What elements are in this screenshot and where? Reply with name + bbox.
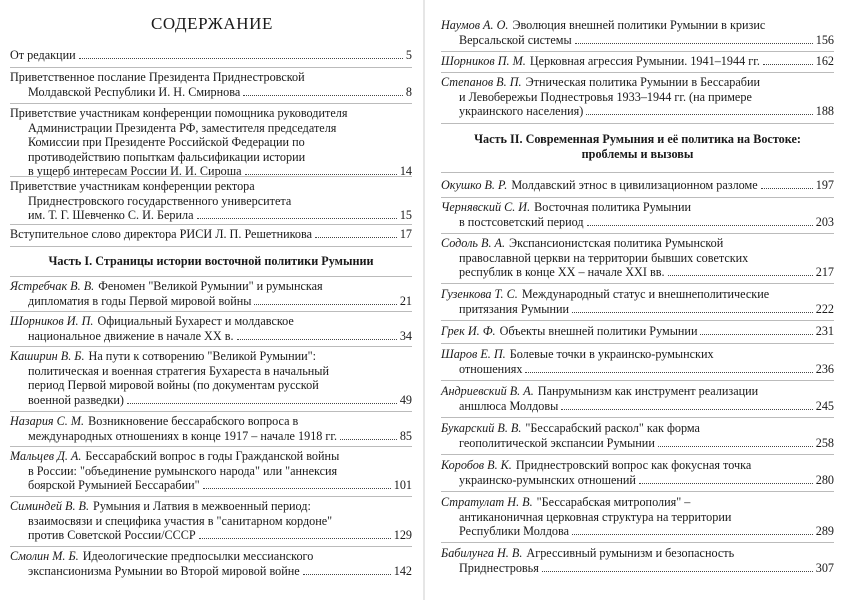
divider [10, 67, 412, 68]
entry-author: Каширин В. Б. [10, 349, 85, 363]
entry-title: Болевые точки в украинско-румынских [509, 347, 714, 361]
leader-dots [243, 95, 403, 96]
page-number: 21 [399, 293, 412, 308]
entry-title: Молдавский этнос в цивилизационном разломе [511, 178, 758, 192]
entry-author: Наумов А. О. [441, 18, 509, 32]
entry-title-cont: международных отношениях в конце 1917 – начале 1918 гг. [28, 428, 338, 443]
page-number: 188 [815, 104, 834, 119]
entry-title: Приветствие участникам конференции ректора [10, 179, 255, 193]
entry-author: Симиндей В. В. [10, 499, 90, 513]
toc-entry[interactable] [10, 349, 412, 407]
divider [10, 411, 412, 412]
divider [441, 51, 834, 52]
toc-entry[interactable] [10, 449, 412, 493]
entry-title: Приднестровский вопрос как фокусная точка [515, 458, 752, 472]
page-number: 217 [815, 265, 834, 280]
entry-title: "Бессарабская митрополия" – [536, 495, 691, 509]
entry-author: Гузенкова Т. С. [441, 287, 518, 301]
entry-title-cont: Приднестровского государственного университета [28, 193, 292, 208]
leader-dots [79, 58, 403, 59]
entry-title-cont: боярской Румынией Бессарабии" [28, 478, 200, 493]
toc-entry[interactable] [441, 200, 834, 229]
leader-dots [572, 534, 813, 535]
toc-entry[interactable] [441, 458, 834, 487]
entry-author: Грек И. Ф. [441, 324, 496, 338]
toc-entry[interactable] [441, 75, 834, 119]
entry-title: Приветствие участникам конференции помощника руководителя [10, 106, 348, 120]
page-number: 289 [815, 524, 834, 539]
entry-title-cont: в России: "объединение румынского народа" или "аннексия [28, 463, 338, 478]
entry-author: Андриевский В. А. [441, 384, 534, 398]
toc-entry[interactable] [441, 324, 834, 339]
leader-dots [639, 483, 813, 484]
leader-dots [561, 409, 812, 410]
entry-title: Панрумынизм как инструмент реализации [537, 384, 759, 398]
entry-author: Шорников П. М. [441, 54, 526, 68]
divider [441, 343, 834, 344]
leader-dots [700, 334, 812, 335]
leader-dots [203, 488, 391, 489]
entry-title: Бессарабский вопрос в годы Гражданской войны [85, 449, 340, 463]
entry-title: Экспансионистская политика Румынской [509, 236, 724, 250]
entry-title-cont: Администрации Президента РФ, заместителя председателя [28, 120, 337, 135]
entry-author: Мальцев Д. А. [10, 449, 82, 463]
toc-entry[interactable] [441, 495, 834, 539]
page-number: 49 [399, 392, 412, 407]
divider [441, 197, 834, 198]
entry-title-cont: военной разведки) [28, 392, 124, 407]
part-two-title-line: Часть II. Современная Румыния и её политика на Востоке: [474, 132, 801, 146]
entry-title: Феномен "Великой Румынии" и румынская [98, 279, 323, 293]
leader-dots [658, 446, 813, 447]
entry-title: Официальный Бухарест и молдавское [97, 314, 294, 328]
entry-title: Вступительное слово директора РИСИ Л. П. Решетникова [10, 227, 313, 241]
page-number: 101 [393, 478, 412, 493]
entry-author: Чернявский С. И. [441, 200, 531, 214]
entry-author: Шаров Е. П. [441, 347, 506, 361]
divider [441, 320, 834, 321]
entry-title-cont: национальное движение в начале XX в. [28, 328, 234, 343]
divider [441, 491, 834, 492]
page-number: 236 [815, 361, 834, 376]
entry-title: Приветственное послание Президента Приднестровской [10, 70, 305, 84]
leader-dots [542, 571, 813, 572]
entry-title: Объекты внешней политики Румынии [499, 324, 698, 338]
entry-title-cont: Молдавской Республики И. Н. Смирнова [28, 84, 241, 99]
divider [10, 246, 412, 247]
entry-title-cont: в постсоветский период [459, 214, 584, 229]
entry-title: От редакции [10, 48, 76, 62]
page-number: 162 [815, 54, 834, 68]
leader-dots [340, 439, 397, 440]
entry-author: Ястребчак В. В. [10, 279, 95, 293]
toc-entry[interactable] [441, 421, 834, 450]
entry-title: "Бессарабский раскол" как форма [525, 421, 700, 435]
divider [441, 380, 834, 381]
entry-title-cont: Республики Молдова [459, 524, 570, 539]
toc-entry[interactable] [441, 347, 834, 376]
divider [441, 417, 834, 418]
toc-entry[interactable] [441, 18, 834, 47]
entry-title-cont: в ущерб интересам России И. И. Сироша [28, 164, 242, 179]
page-number: 156 [815, 32, 834, 47]
leader-dots [303, 574, 391, 575]
page-number: 129 [393, 528, 412, 543]
page-number: 34 [399, 328, 412, 343]
entry-title-cont: отношениях [459, 361, 523, 376]
page-number: 197 [815, 178, 834, 192]
toc-entry[interactable] [10, 179, 412, 223]
page-number: 8 [405, 84, 412, 99]
entry-author: Назария С. М. [10, 414, 85, 428]
entry-title-cont: дипломатия в годы Первой мировой войны [28, 293, 252, 308]
entry-author: Бабилунга Н. В. [441, 546, 523, 560]
entry-title-cont: им. Т. Г. Шевченко С. И. Берила [28, 208, 194, 223]
toc-entry[interactable] [10, 70, 412, 99]
entry-title-cont: Версальской системы [459, 32, 572, 47]
leader-dots [315, 237, 397, 238]
entry-title-cont: противодействию попыткам фальсификации истории [28, 149, 306, 164]
leader-dots [761, 188, 813, 189]
page-number: 222 [815, 301, 834, 316]
leader-dots [237, 339, 397, 340]
page-number: 85 [399, 428, 412, 443]
divider [441, 454, 834, 455]
entry-title-cont: против Советской России/СССР [28, 528, 196, 543]
leader-dots [763, 64, 813, 65]
page-number: 15 [399, 208, 412, 223]
toc-entry[interactable] [10, 314, 412, 343]
divider [10, 176, 412, 177]
entry-title: Возникновение бессарабского вопроса в [88, 414, 299, 428]
page-number: 245 [815, 398, 834, 413]
toc-entry[interactable] [10, 414, 412, 443]
entry-title: На пути к сотворению "Великой Румынии": [88, 349, 317, 363]
leader-dots [587, 225, 813, 226]
page-number: 258 [815, 435, 834, 450]
entry-author: Содоль В. А. [441, 236, 506, 250]
entry-title: Идеологические предпосылки мессианского [82, 549, 314, 563]
divider [10, 103, 412, 104]
entry-title-cont: антиканоничная церковная структура на территории [459, 509, 732, 524]
entry-author: Шорников И. П. [10, 314, 94, 328]
toc-entry[interactable] [10, 279, 412, 308]
entry-author: Смолин М. Б. [10, 549, 79, 563]
page-number: 17 [399, 227, 412, 241]
page-number: 203 [815, 214, 834, 229]
divider [441, 172, 834, 173]
leader-dots [127, 403, 397, 404]
entry-author: Окушко В. Р. [441, 178, 508, 192]
divider [441, 72, 834, 73]
entry-author: Степанов В. П. [441, 75, 522, 89]
entry-title-cont: Комиссии при Президенте Российской Федерации по [28, 135, 305, 150]
page-number: 231 [815, 324, 834, 338]
page-number: 14 [399, 164, 412, 179]
divider [10, 346, 412, 347]
entry-title-cont: республик в конце XX – начале XXI вв. [459, 265, 665, 280]
toc-entry[interactable] [441, 178, 834, 193]
part-one-title: Часть I. Страницы истории восточной политики Румынии [48, 254, 374, 268]
entry-title: Восточная политика Румынии [534, 200, 692, 214]
part-two-title [441, 132, 834, 162]
entry-title: Румыния и Латвия в межвоенный период: [93, 499, 311, 513]
entry-title: Эволюция внешней политики Румынии в кризис [512, 18, 766, 32]
entry-title-cont: Приднестровья [459, 560, 539, 575]
toc-entry[interactable] [10, 48, 412, 63]
toc-entry[interactable] [441, 546, 834, 575]
toc-entry[interactable] [441, 287, 834, 316]
divider [10, 311, 412, 312]
toc-entry[interactable] [441, 54, 834, 69]
part-two-title-line: проблемы и вызовы [581, 147, 694, 161]
entry-title-cont: украинского населения) [459, 104, 584, 119]
right-page [425, 0, 849, 600]
entry-author: Стратулат Н. В. [441, 495, 533, 509]
leader-dots [254, 304, 396, 305]
leader-dots [197, 218, 397, 219]
leader-dots [586, 114, 812, 115]
toc-entry[interactable] [10, 227, 412, 242]
page-number: 5 [405, 48, 412, 62]
entry-title-cont: притязания Румынии [459, 301, 570, 316]
entry-title-cont: период Первой мировой войны (по документам русской [28, 378, 319, 393]
page-number: 142 [393, 563, 412, 578]
entry-title: Этническая политика Румынии в Бессарабии [525, 75, 761, 89]
divider [10, 224, 412, 225]
divider [441, 542, 834, 543]
entry-title-cont: украинско-румынских отношений [459, 472, 636, 487]
entry-title-cont: и Левобережьи Поднестровья 1933–1944 гг. (на примере [459, 89, 752, 104]
toc-entry[interactable] [441, 236, 834, 280]
divider [10, 546, 412, 547]
entry-author: Коробов В. К. [441, 458, 512, 472]
entry-title-cont: экспансионизма Румынии во Второй мировой войне [28, 563, 300, 578]
entry-title: Церковная агрессия Румынии. 1941–1944 гг. [529, 54, 760, 68]
leader-dots [525, 372, 812, 373]
page-number: 307 [815, 560, 834, 575]
entry-title-cont: взаимосвязи и специфика участия в "санитарном кордоне" [28, 513, 333, 528]
entry-author: Букарский В. В. [441, 421, 522, 435]
page-number: 280 [815, 472, 834, 487]
divider [10, 276, 412, 277]
leader-dots [572, 312, 813, 313]
toc-entry[interactable] [10, 106, 412, 179]
entry-title-cont: геополитической экспансии Румынии [459, 435, 655, 450]
divider [441, 233, 834, 234]
divider [10, 496, 412, 497]
toc-entry[interactable] [10, 549, 412, 578]
left-page [0, 0, 424, 600]
divider [441, 283, 834, 284]
leader-dots [575, 43, 813, 44]
entry-title-cont: политическая и военная стратегия Бухареста в начальный [28, 363, 329, 378]
contents-heading: СОДЕРЖАНИЕ [150, 14, 274, 33]
entry-title: Агрессивный румынизм и безопасность [526, 546, 735, 560]
toc-entry[interactable] [441, 384, 834, 413]
divider [441, 123, 834, 124]
leader-dots [668, 275, 813, 276]
entry-title: Международный статус и внешнеполитические [521, 287, 770, 301]
entry-title-cont: православной церкви на территории бывших советских [459, 250, 749, 265]
leader-dots [199, 538, 391, 539]
divider [10, 446, 412, 447]
toc-entry[interactable] [10, 499, 412, 543]
entry-title-cont: аншлюса Молдовы [459, 398, 559, 413]
